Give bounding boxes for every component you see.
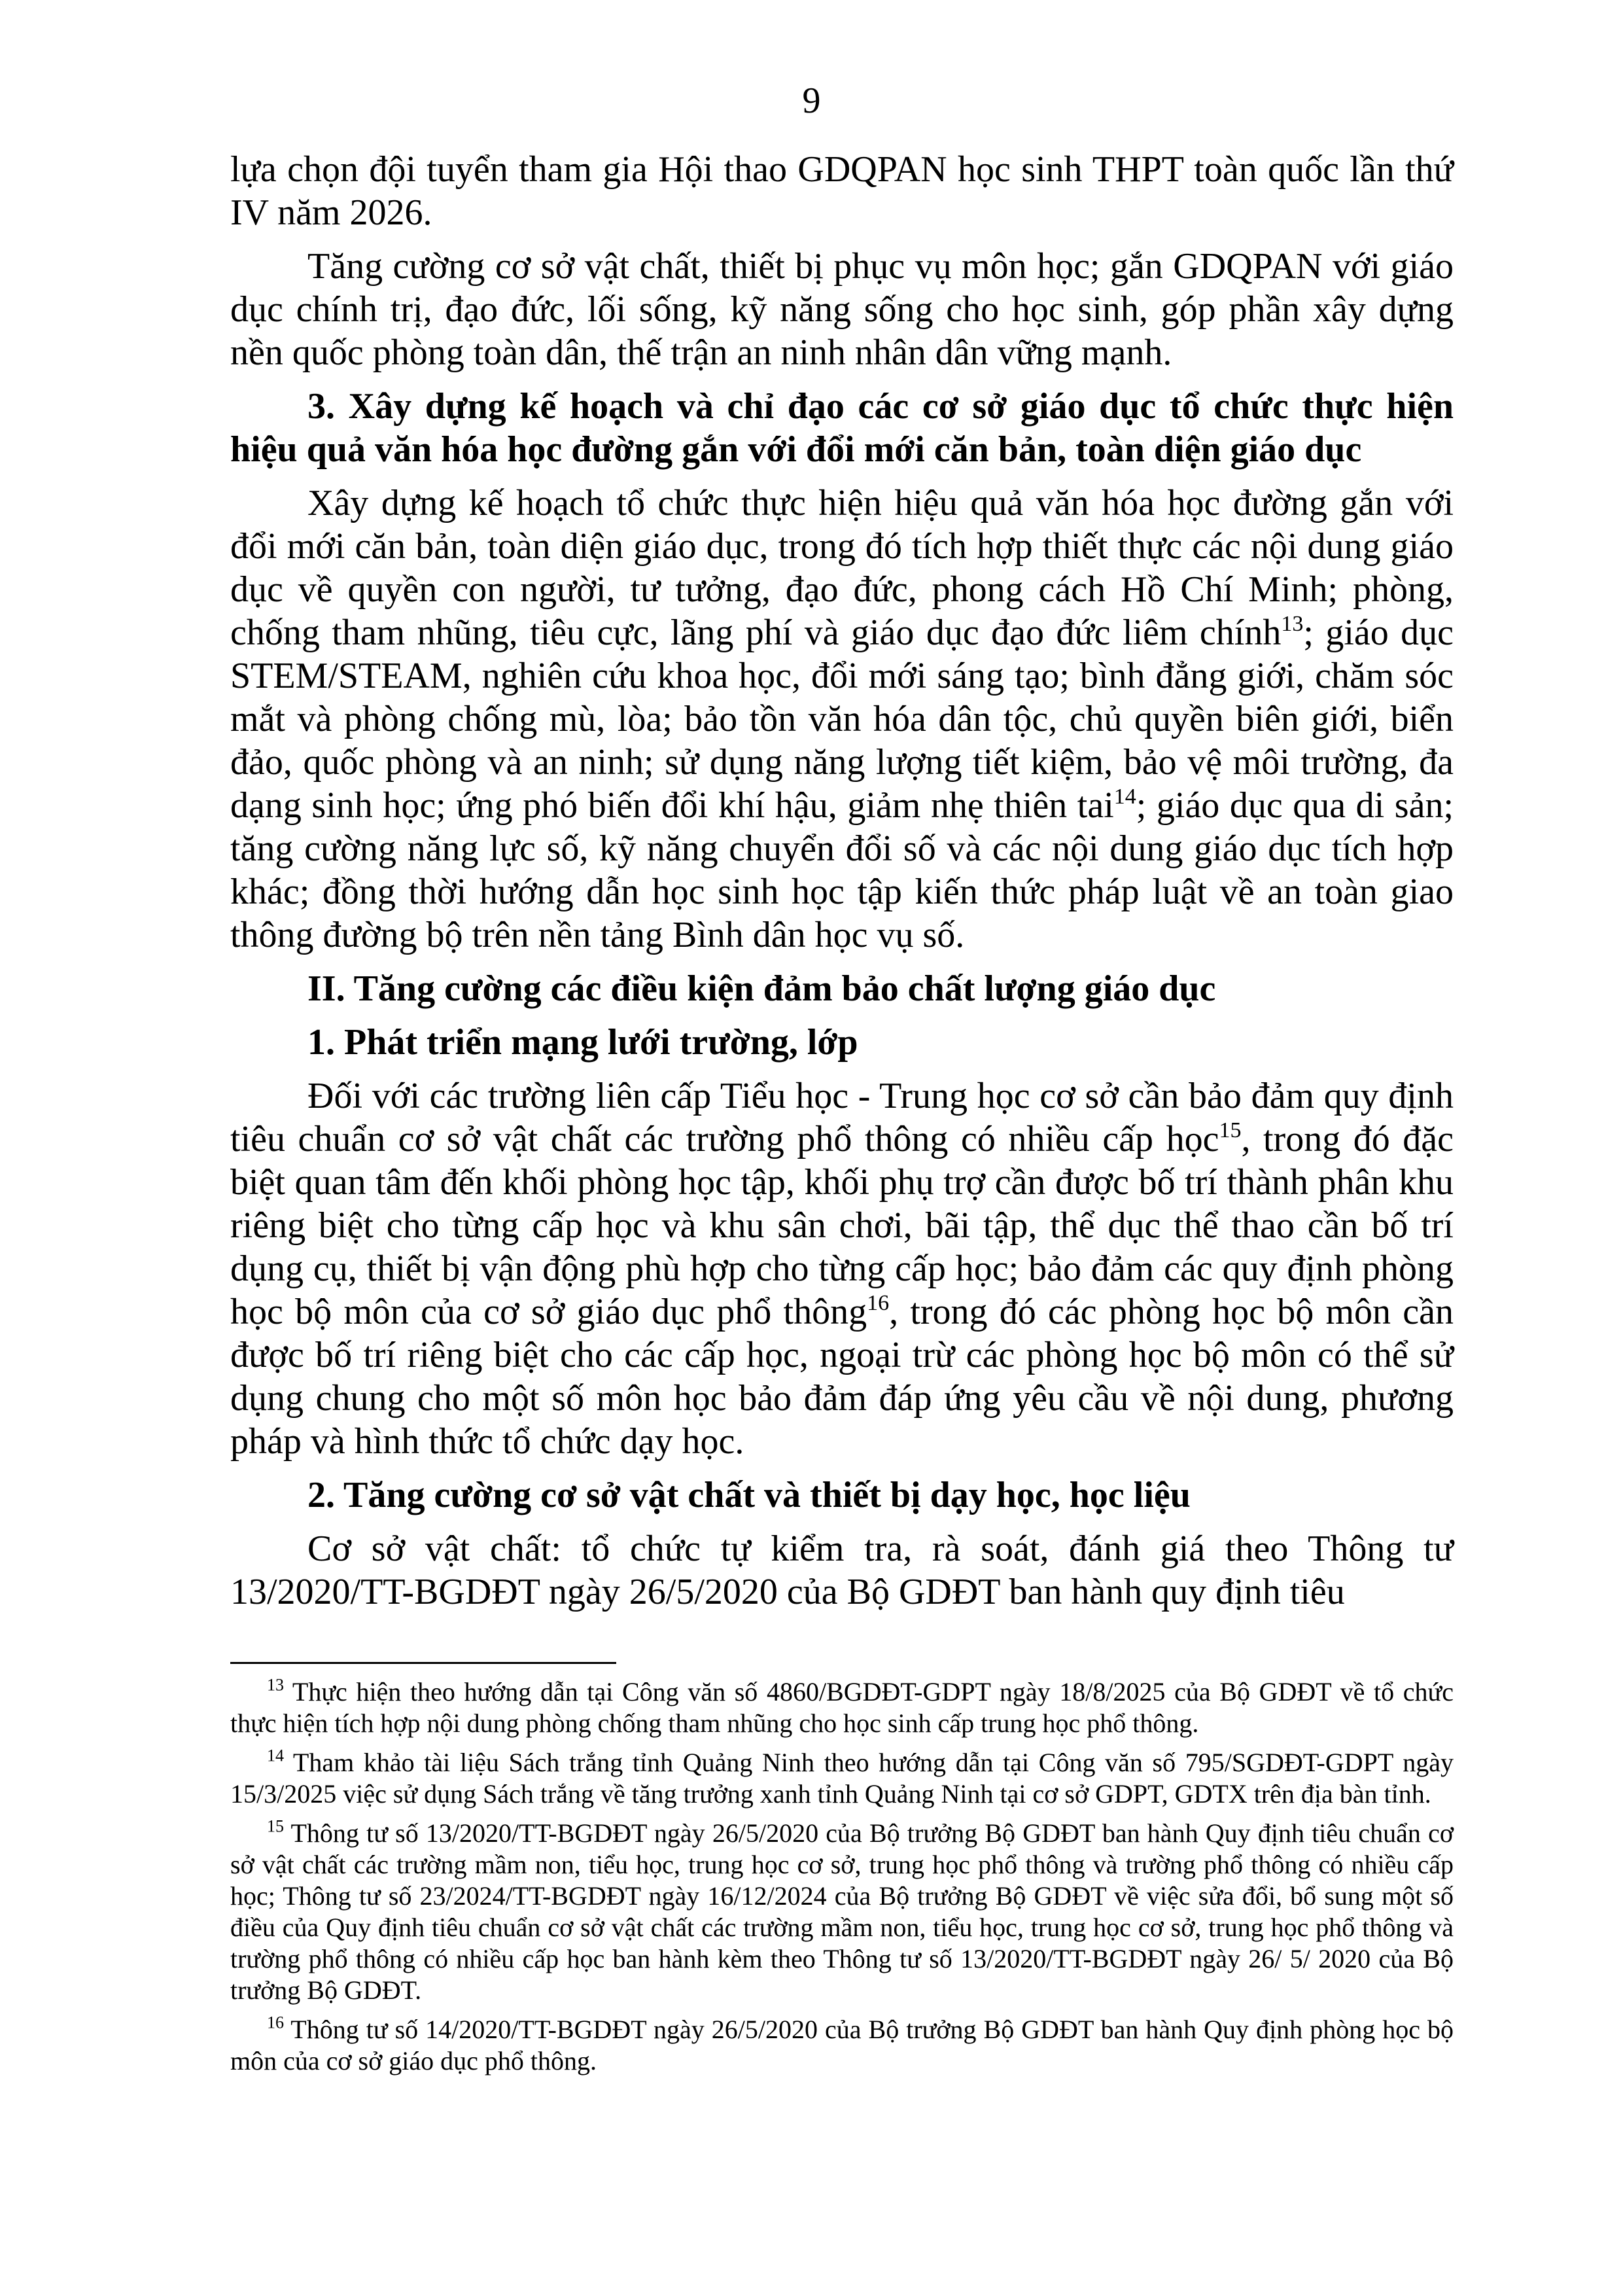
text-run: Đối với các trường liên cấp Tiểu học - Trung học cơ sở cần bảo đảm quy định tiêu chuẩn cơ sở vật chất các trường phổ thông có nhiều cấp học — [230, 1076, 1454, 1159]
page-number: 9 — [802, 80, 821, 121]
heading-part-II: II. Tăng cường các điều kiện đảm bảo chất lượng giáo dục — [307, 968, 1216, 1009]
footnote-text: Tham khảo tài liệu Sách trắng tỉnh Quảng Ninh theo hướng dẫn tại Công văn số 795/SGDĐT-GDPT ngày 15/3/2025 việc sử dụng Sách trắng về tăng trưởng xanh tỉnh Quảng Ninh tại cơ sở GDPT, GDTX trên địa bàn tỉnh. — [230, 1748, 1454, 1809]
paragraph-school-culture — [230, 482, 1454, 957]
footnote-separator — [230, 1662, 616, 1664]
heading-subsection-2: 2. Tăng cường cơ sở vật chất và thiết bị dạy học, học liệu — [307, 1475, 1191, 1515]
footnote-13 — [230, 1676, 1454, 1739]
footnote-number: 13 — [267, 1675, 284, 1695]
heading-section-3: 3. Xây dựng kế hoạch và chỉ đạo các cơ sở giáo dục tổ chức thực hiện hiệu quả văn hóa học đường gắn với đổi mới căn bản, toàn diện giáo dục — [230, 386, 1454, 470]
footnote-number: 15 — [267, 1816, 284, 1836]
paragraph-facilities-check: Cơ sở vật chất: tổ chức tự kiểm tra, rà soát, đánh giá theo Thông tư 13/2020/TT-BGDĐT ngày 26/5/2020 của Bộ GDĐT ban hành quy định tiêu — [230, 1528, 1454, 1612]
footnote-ref-14[interactable]: 14 — [1113, 784, 1136, 809]
footnote-text: Thông tư số 13/2020/TT-BGDĐT ngày 26/5/2020 của Bộ trưởng Bộ GDĐT ban hành Quy định tiêu chuẩn cơ sở vật chất các trường mầm non, tiểu học, trung học cơ sở, trung học phổ thông và trường phổ thông có nhiều cấp học; Thông tư số 23/2024/TT-BGDĐT ngày 16/12/2024 của Bộ trưởng Bộ GDĐT về việc sửa đổi, bổ sung một số điều của Quy định tiêu chuẩn cơ sở vật chất các trường mầm non, tiểu học, trung học cơ sở, trung học phổ thông và trường phổ thông có nhiều cấp học ban hành kèm theo Thông tư số 13/2020/TT-BGDĐT ngày 26/ 5/ 2020 của Bộ trưởng Bộ GDĐT. — [230, 1818, 1454, 2005]
text-run: , trong đó đặc biệt quan tâm đến khối phòng học tập, khối phụ trợ cần được bố trí thành phân khu riêng biệt cho từng cấp học và khu sân chơi, bãi tập, thể dục thể thao cần bố trí dụng cụ, thiết bị vận động phù hợp cho từng cấp học; bảo đảm các quy định phòng học bộ môn của cơ sở giáo dục phổ thông — [230, 1119, 1454, 1332]
footnotes — [230, 1676, 1454, 2085]
footnote-16 — [230, 2014, 1454, 2077]
text-run: , trong đó các phòng học bộ môn cần được bố trí riêng biệt cho các cấp học, ngoại trừ các phòng học bộ môn có thể sử dụng chung cho một số môn học bảo đảm đáp ứng yêu cầu về nội dung, phương pháp và hình thức tổ chức dạy học. — [230, 1292, 1454, 1462]
footnote-ref-15[interactable]: 15 — [1219, 1118, 1242, 1142]
footnote-number: 16 — [267, 2013, 284, 2032]
footnote-ref-13[interactable]: 13 — [1281, 611, 1304, 636]
paragraph-school-network — [230, 1074, 1454, 1463]
footnote-ref-16[interactable]: 16 — [867, 1290, 890, 1315]
footnote-14 — [230, 1747, 1454, 1810]
footnote-15 — [230, 1818, 1454, 2006]
text-run: Xây dựng kế hoạch tổ chức thực hiện hiệu quả văn hóa học đường gắn với đổi mới căn bản, toàn diện giáo dục, trong đó tích hợp thiết thực các nội dung giáo dục về quyền con người, tư tưởng, đạo đức, phong cách Hồ Chí Minh; phòng, chống tham nhũng, tiêu cực, lãng phí và giáo dục đạo đức liêm chính — [230, 483, 1454, 653]
paragraph-continuation: lựa chọn đội tuyển tham gia Hội thao GDQPAN học sinh THPT toàn quốc lần thứ IV năm 2026. — [230, 149, 1454, 233]
footnote-number: 14 — [267, 1746, 284, 1765]
text-run: ; giáo dục STEM/STEAM, nghiên cứu khoa học, đổi mới sáng tạo; bình đẳng giới, chăm sóc mắt và phòng chống mù, lòa; bảo tồn văn hóa dân tộc, chủ quyền biên giới, biển đảo, quốc phòng và an ninh; sử dụng năng lượng tiết kiệm, bảo vệ môi trường, đa dạng sinh học; ứng phó biến đổi khí hậu, giảm nhẹ thiên tai — [230, 612, 1454, 826]
footnote-text: Thông tư số 14/2020/TT-BGDĐT ngày 26/5/2020 của Bộ trưởng Bộ GDĐT ban hành Quy định phòng học bộ môn của cơ sở giáo dục phổ thông. — [230, 2015, 1454, 2075]
document-body — [230, 148, 1454, 1624]
paragraph-facilities-gdqpan: Tăng cường cơ sở vật chất, thiết bị phục vụ môn học; gắn GDQPAN với giáo dục chính trị, đạo đức, lối sống, kỹ năng sống cho học sinh, góp phần xây dựng nền quốc phòng toàn dân, thế trận an ninh nhân dân vững mạnh. — [230, 246, 1454, 373]
text-run: ; giáo dục qua di sản; tăng cường năng lực số, kỹ năng chuyển đổi số và các nội dung giáo dục tích hợp khác; đồng thời hướng dẫn học sinh học tập kiến thức pháp luật về an toàn giao thông đường bộ trên nền tảng Bình dân học vụ số. — [230, 785, 1454, 955]
heading-subsection-1: 1. Phát triển mạng lưới trường, lớp — [307, 1022, 858, 1063]
footnote-text: Thực hiện theo hướng dẫn tại Công văn số 4860/BGDĐT-GDPT ngày 18/8/2025 của Bộ GDĐT về tổ chức thực hiện tích hợp nội dung phòng chống tham nhũng cho học sinh cấp trung học phổ thông. — [230, 1677, 1454, 1738]
